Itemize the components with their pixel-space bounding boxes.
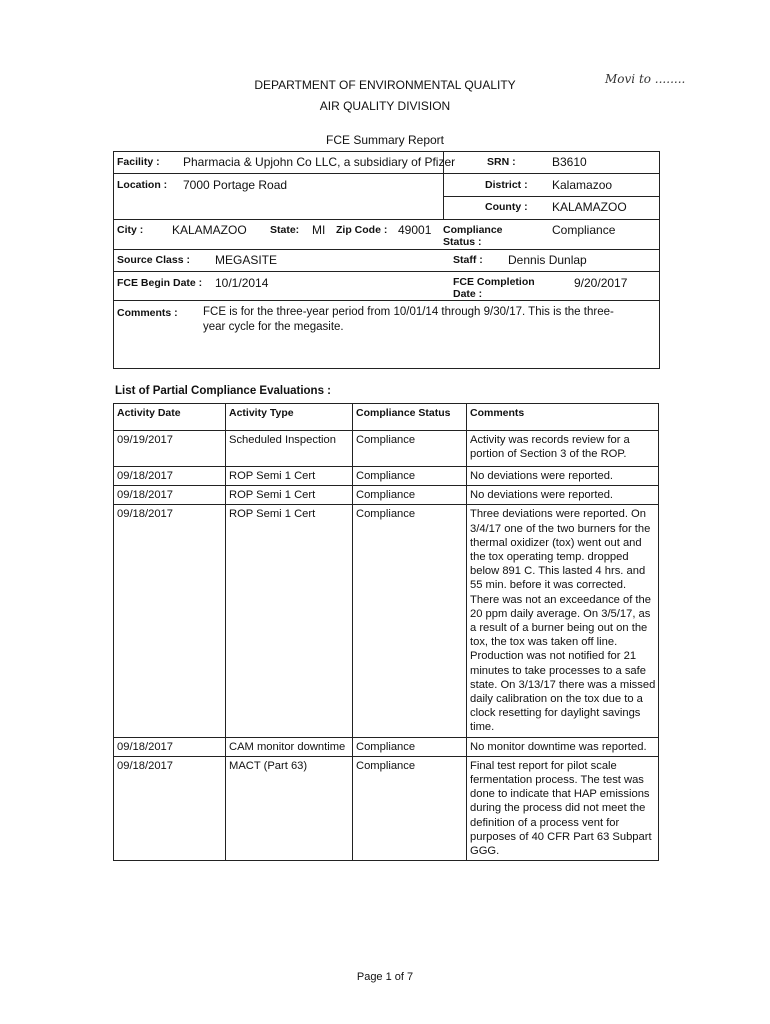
cell-type: MACT (Part 63) [226, 756, 353, 860]
cell-type: Scheduled Inspection [226, 431, 353, 467]
table-row [114, 486, 659, 505]
city-value: KALAMAZOO [172, 223, 247, 237]
comments-label: Comments : [117, 307, 178, 319]
fce-begin-value: 10/1/2014 [215, 276, 269, 290]
facility-value: Pharmacia & Upjohn Co LLC, a subsidiary of Pfizer [183, 155, 456, 169]
cell-comment: No deviations were reported. [467, 467, 659, 486]
srn-label: SRN : [487, 156, 516, 168]
fce-completion-label-2: Date : [453, 288, 483, 300]
pce-header-row [114, 404, 659, 431]
fce-completion-label: FCE Completion [453, 276, 535, 288]
cell-status: Compliance [353, 467, 467, 486]
cell-comment: Three deviations were reported. On 3/4/17 one of the two burners for the thermal oxidizer (tox) went out and the tox operating temp. dropped below 891 C. This lasted 4 hrs. and 55 min. before it was corrected. There was not an exceedance of the 20 ppm daily average. On 3/5/17, as a result of a burner being out on the tox, the tox was taken off line. Production was not notified for 21 minutes to take processes to a safe state. On 3/13/17 there was a missed daily calibration on the tox due to a clock resetting for daylight savings time. [467, 505, 659, 737]
state-label: State: [270, 224, 300, 236]
table-row [114, 756, 659, 860]
facility-label: Facility : [117, 156, 160, 168]
compliance-status-label: Compliance [443, 224, 503, 236]
srn-value: B3610 [552, 155, 587, 169]
cell-comment: Activity was records review for a portion of Section 3 of the ROP. [467, 431, 659, 467]
state-value: MI [312, 223, 326, 237]
cell-status: Compliance [353, 486, 467, 505]
cell-date: 09/18/2017 [114, 467, 226, 486]
location-label: Location : [117, 179, 168, 191]
district-label: District : [485, 179, 528, 191]
comments-line-1: FCE is for the three-year period from 10/01/14 through 9/30/17. This is the three- [203, 306, 614, 318]
source-class-value: MEGASITE [215, 253, 278, 267]
source-class-label: Source Class : [117, 254, 190, 266]
pce-section-title: List of Partial Compliance Evaluations : [115, 385, 331, 397]
county-label: County : [485, 201, 528, 213]
cell-status: Compliance [353, 756, 467, 860]
cell-comment: No deviations were reported. [467, 486, 659, 505]
handwritten-note: Movi to ........ [605, 72, 686, 86]
division-title: AIR QUALITY DIVISION [319, 99, 451, 113]
col-compliance-status: Compliance Status [353, 404, 467, 431]
staff-label: Staff : [453, 254, 483, 266]
cell-date: 09/18/2017 [114, 486, 226, 505]
col-activity-type: Activity Type [226, 404, 353, 431]
cell-status: Compliance [353, 737, 467, 756]
table-row [114, 431, 659, 467]
zip-value: 49001 [398, 223, 432, 237]
cell-status: Compliance [353, 431, 467, 467]
report-title: FCE Summary Report [325, 133, 445, 147]
col-activity-date: Activity Date [114, 404, 226, 431]
cell-status: Compliance [353, 505, 467, 737]
department-title: DEPARTMENT OF ENVIRONMENTAL QUALITY [254, 78, 516, 92]
county-value: KALAMAZOO [552, 200, 627, 214]
cell-date: 09/18/2017 [114, 756, 226, 860]
cell-type: ROP Semi 1 Cert [226, 467, 353, 486]
cell-date: 09/18/2017 [114, 505, 226, 737]
location-value: 7000 Portage Road [183, 178, 288, 192]
compliance-status-value: Compliance [552, 223, 616, 237]
compliance-status-label-2: Status : [443, 236, 482, 248]
cell-date: 09/19/2017 [114, 431, 226, 467]
cell-type: ROP Semi 1 Cert [226, 505, 353, 737]
city-label: City : [117, 224, 144, 236]
cell-date: 09/18/2017 [114, 737, 226, 756]
pce-table [113, 403, 659, 861]
zip-label: Zip Code : [336, 224, 388, 236]
page-number: Page 1 of 7 [356, 971, 414, 983]
cell-type: CAM monitor downtime [226, 737, 353, 756]
cell-comment: Final test report for pilot scale fermentation process. The test was done to indicate that HAP emissions during the process did not meet the definition of a process vent for purposes of 40 CFR Part 63 Subpart GGG. [467, 756, 659, 860]
cell-type: ROP Semi 1 Cert [226, 486, 353, 505]
table-row [114, 467, 659, 486]
staff-value: Dennis Dunlap [508, 253, 587, 267]
table-row [114, 505, 659, 737]
col-comments: Comments [467, 404, 659, 431]
cell-comment: No monitor downtime was reported. [467, 737, 659, 756]
table-row [114, 737, 659, 756]
fce-begin-label: FCE Begin Date : [117, 277, 203, 289]
district-value: Kalamazoo [552, 178, 613, 192]
fce-completion-value: 9/20/2017 [574, 276, 628, 290]
comments-line-2: year cycle for the megasite. [203, 321, 344, 333]
